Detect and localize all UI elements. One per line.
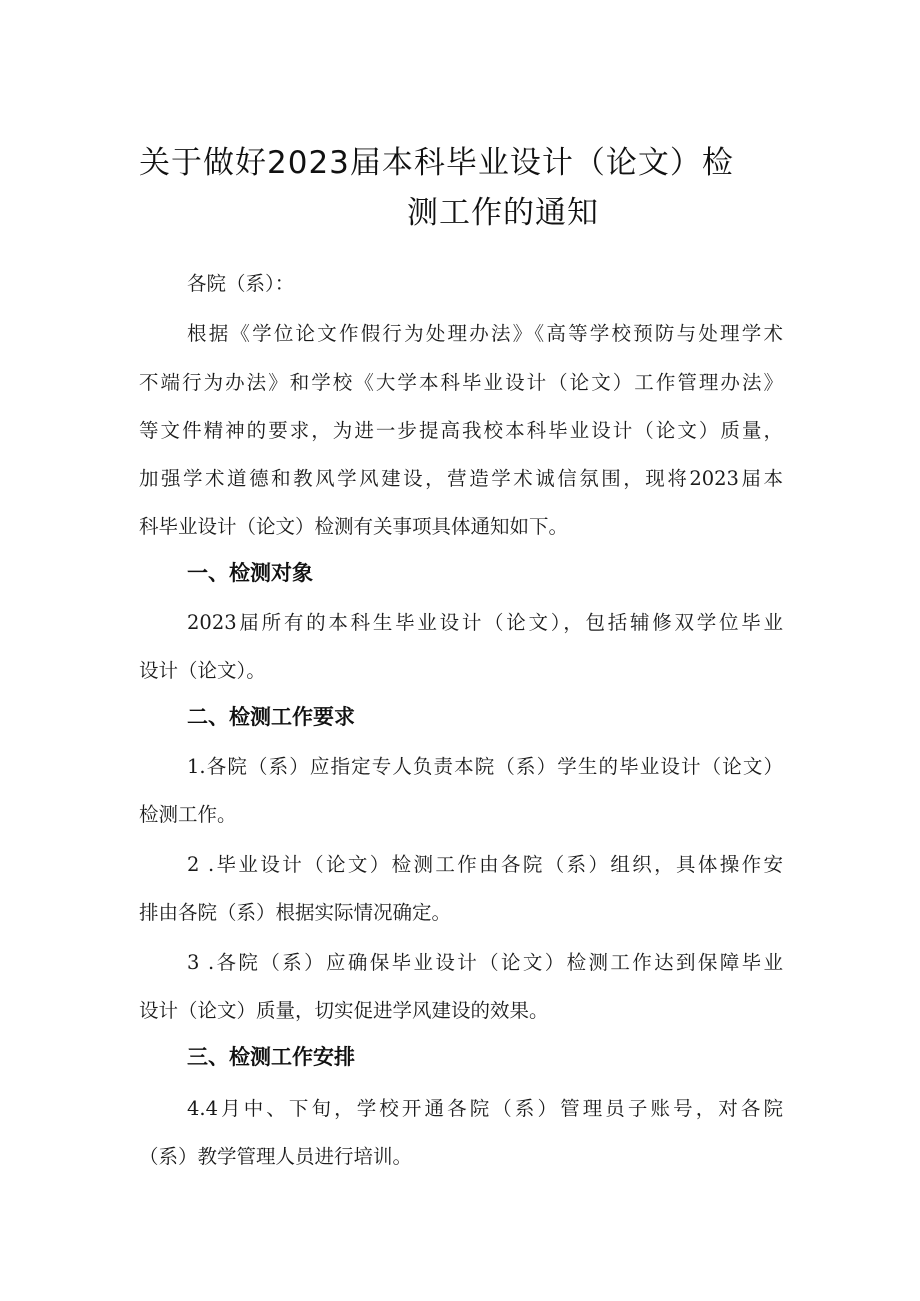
item-1-line-1: 1.各院（系）应指定专人负责本院（系）学生的毕业设计（论文） (187, 755, 783, 778)
document-title-line-1: 关于做好2023届本科毕业设计（论文）检 (139, 145, 734, 181)
intro-line-2: 不端行为办法》和学校《大学本科毕业设计（论文）工作管理办法》 (139, 371, 783, 394)
item-4-line-2: （系）教学管理人员进行培训。 (139, 1145, 413, 1168)
intro-line-5: 科毕业设计（论文）检测有关事项具体通知如下。 (139, 515, 569, 538)
document-title-line-2: 测工作的通知 (407, 195, 599, 231)
intro-line-3: 等文件精神的要求，为进一步提高我校本科毕业设计（论文）质量， (139, 419, 783, 442)
section-heading-3: 三、检测工作安排 (187, 1045, 355, 1069)
item-1-line-2: 检测工作。 (139, 803, 237, 826)
section-1-line-2: 设计（论文）。 (139, 659, 266, 682)
salutation: 各院（系）： (187, 272, 295, 295)
item-3-line-2: 设计（论文）质量，切实促进学风建设的效果。 (139, 999, 549, 1022)
item-2-line-1: 2 .毕业设计（论文）检测工作由各院（系）组织，具体操作安 (187, 853, 783, 876)
item-2-line-2: 排由各院（系）根据实际情况确定。 (139, 901, 452, 924)
item-4-line-1: 4.4月中、下旬，学校开通各院（系）管理员子账号，对各院 (187, 1097, 783, 1120)
section-heading-2: 二、检测工作要求 (187, 705, 355, 729)
section-heading-1: 一、检测对象 (187, 561, 313, 585)
intro-line-4: 加强学术道德和教风学风建设，营造学术诚信氛围，现将2023届本 (139, 467, 783, 490)
item-3-line-1: 3 .各院（系）应确保毕业设计（论文）检测工作达到保障毕业 (187, 951, 783, 974)
section-1-line-1: 2023届所有的本科生毕业设计（论文），包括辅修双学位毕业 (187, 611, 783, 634)
intro-line-1: 根据《学位论文作假行为处理办法》《高等学校预防与处理学术 (187, 322, 783, 345)
